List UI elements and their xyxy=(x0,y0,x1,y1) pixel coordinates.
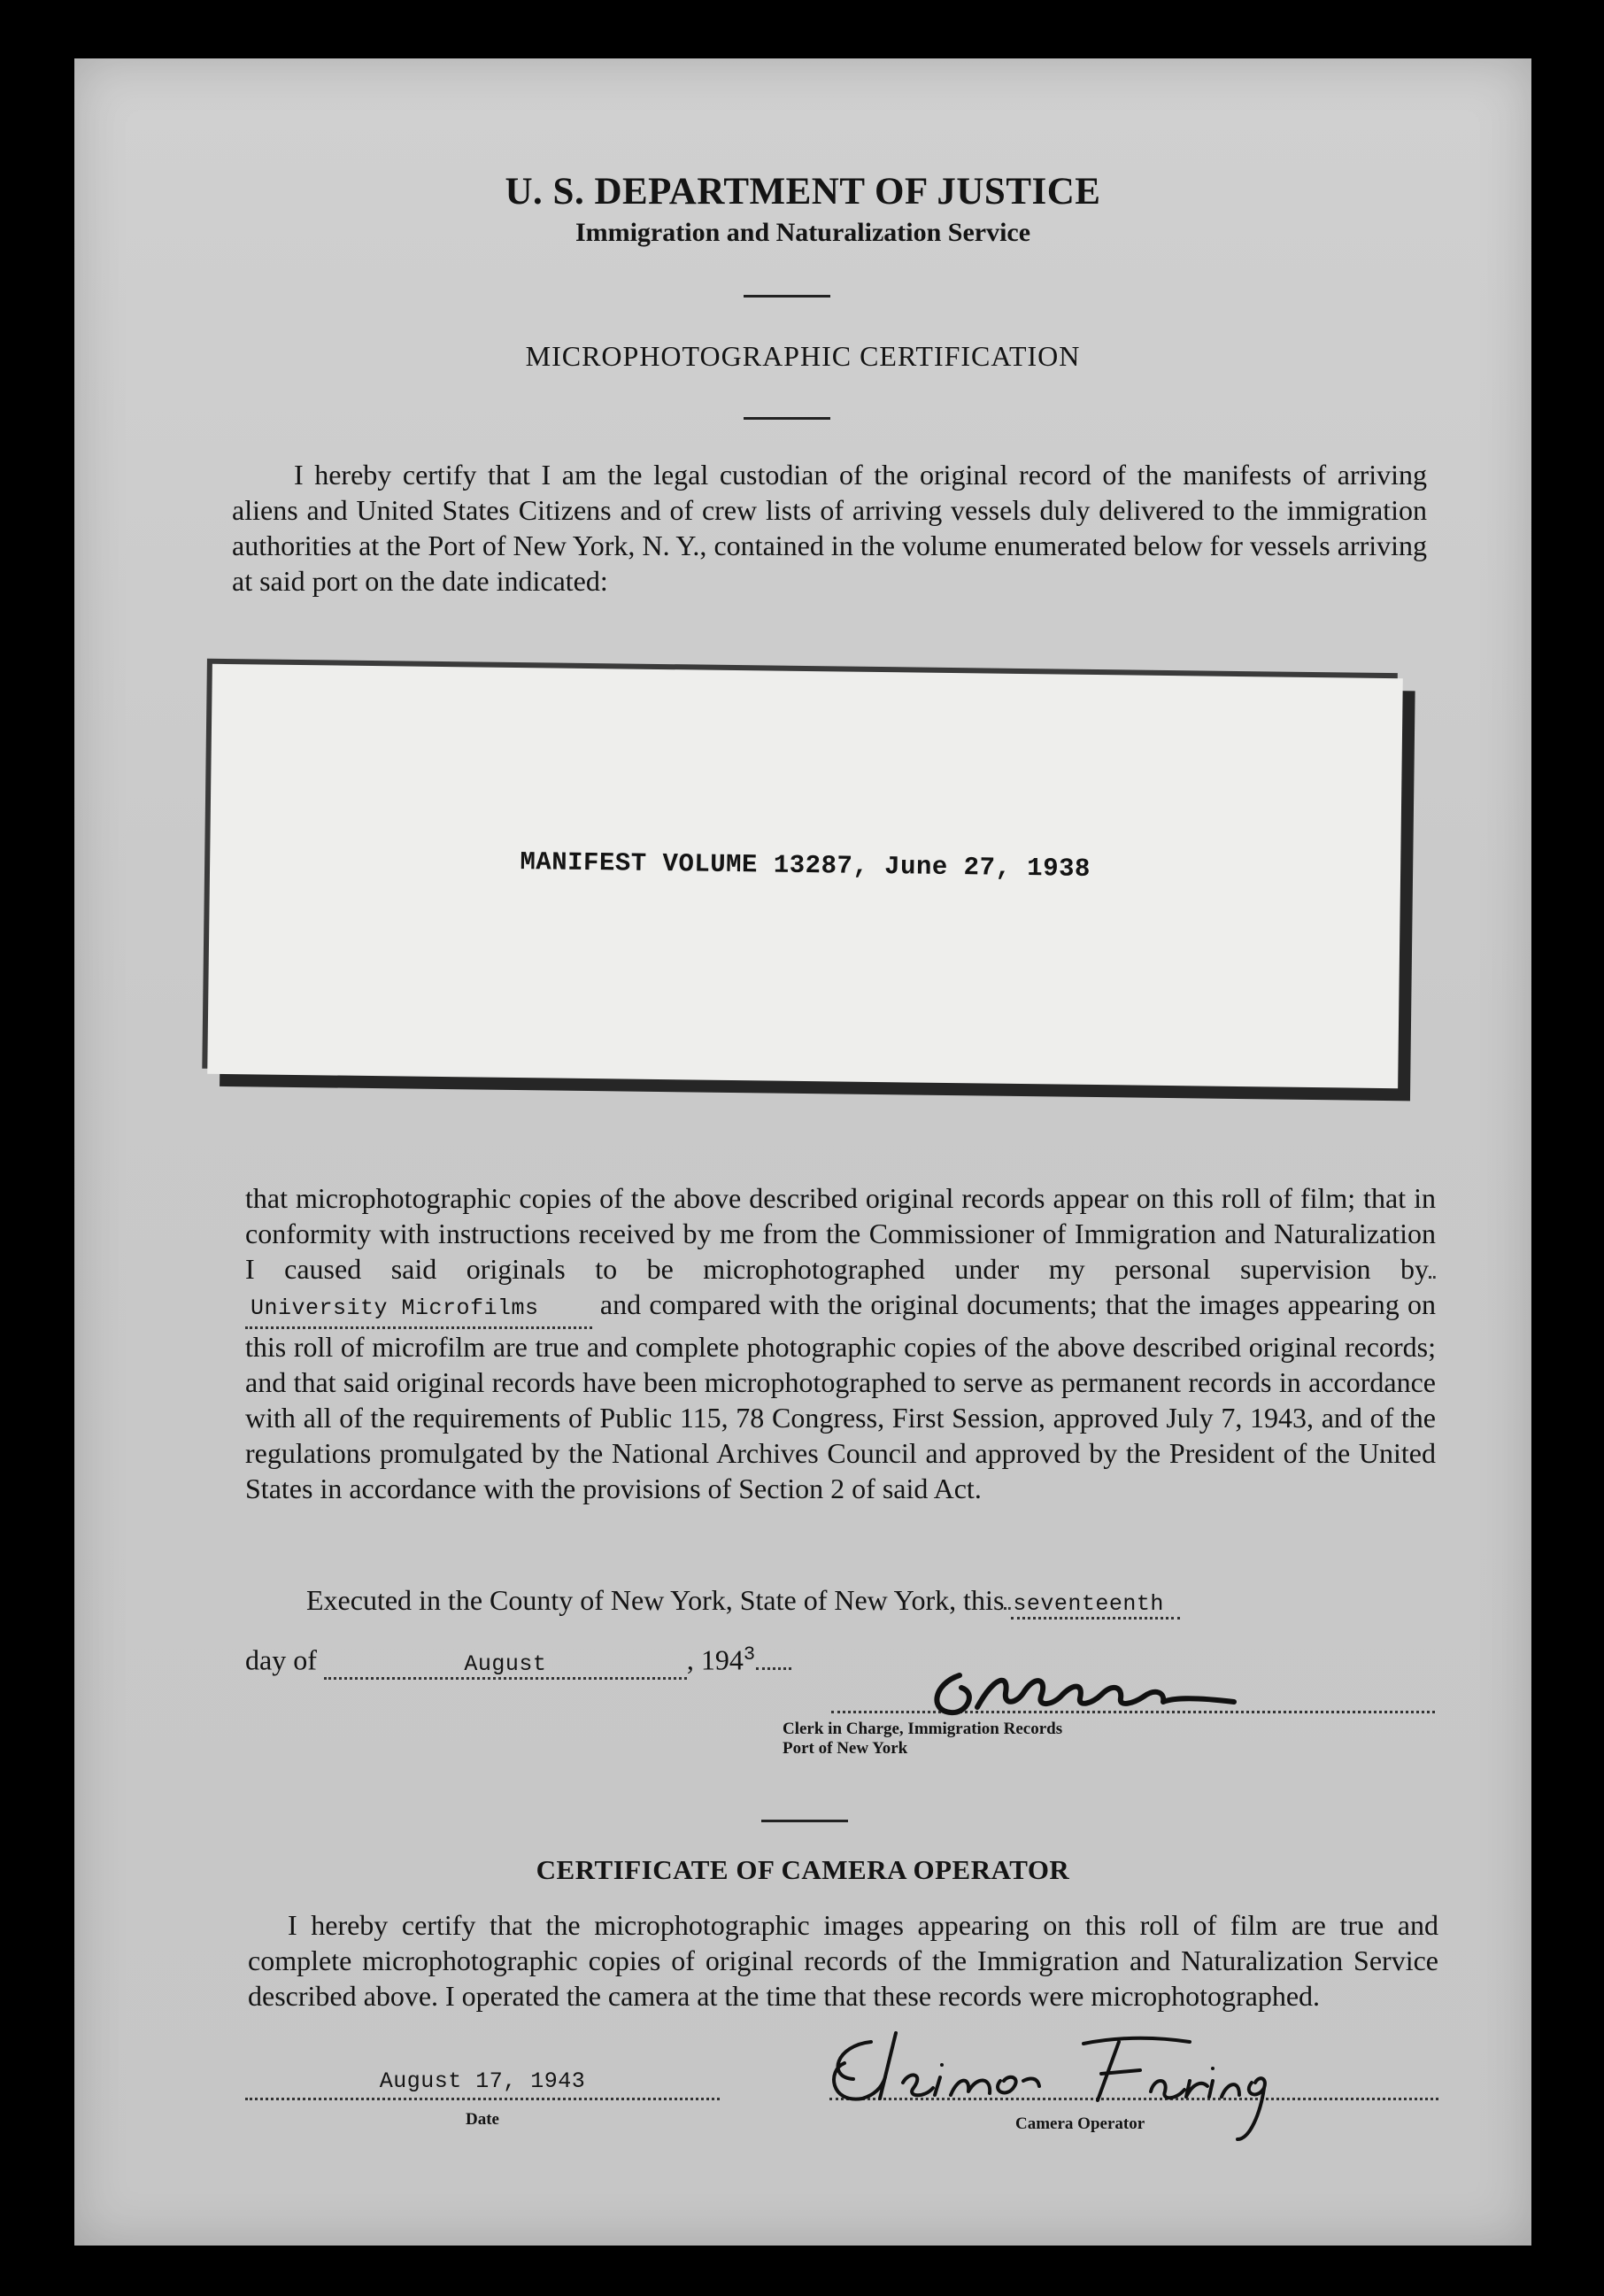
date-line xyxy=(245,1643,953,1680)
photographer-field: University Microfilms xyxy=(245,1291,592,1329)
certification-body xyxy=(245,1180,1436,1506)
camera-section-title: CERTIFICATE OF CAMERA OPERATOR xyxy=(536,1854,1070,1885)
clerk-title-line2: Port of New York xyxy=(783,1739,908,1758)
camera-text: I hereby certify that the microphotographic images appearing on this roll of film are true and complete microphotographic copies of original records of the Immigration and Naturalization Service described above. I operated the camera at the time that these records were microphotographed. xyxy=(248,1909,1438,2012)
certificate-sheet xyxy=(74,58,1531,2246)
execution-line xyxy=(306,1584,1439,1620)
execution-prefix: Executed in the County of New York, State of New York, this xyxy=(306,1584,1005,1616)
operator-label: Camera Operator xyxy=(1015,2114,1145,2133)
camera-paragraph xyxy=(248,1907,1438,2014)
clerk-title-line1: Clerk in Charge, Immigration Records xyxy=(783,1720,1063,1738)
camera-date-value: August 17, 1943 xyxy=(379,2068,586,2094)
body-part2: and compared with the original documents; that the images appearing on this roll of microfilm are true and complete photographic copies of the above described original records; and that said original records have been microphotographed to serve as permanent records in accordance with all of the requirements of Public 115, 78 Congress, First Session, approved July 7, 1943, and of the regulations promulgated by the National Archives Council and approved by the President of the United States in accordance with the provisions of Section 2 of said Act. xyxy=(245,1288,1437,1504)
intro-paragraph xyxy=(232,457,1427,599)
date-label: Date xyxy=(466,2110,499,2129)
execution-day-field: seventeenth xyxy=(1011,1591,1180,1620)
department-heading: U. S. DEPARTMENT OF JUSTICE xyxy=(505,171,1101,213)
divider-rule xyxy=(744,417,830,420)
year-digit: 3 xyxy=(743,1643,756,1666)
body-part1: that microphotographic copies of the above described original records appear on this roll of film; that in conformity with instructions received by me from the Commissioner of Immigration and Naturalization I caused said originals to be microphotographed under my personal supervision by xyxy=(245,1182,1436,1285)
execution-month-field: August xyxy=(324,1651,687,1680)
service-subheading: Immigration and Naturalization Service xyxy=(575,218,1031,247)
day-of-label: day of xyxy=(245,1643,317,1676)
divider-rule xyxy=(761,1820,848,1822)
clerk-signature xyxy=(924,1658,1261,1725)
operator-signature xyxy=(818,2006,1314,2157)
date-signature-line xyxy=(245,2098,720,2100)
manifest-volume-text: MANIFEST VOLUME 13287, June 27, 1938 xyxy=(520,847,1091,884)
record-card xyxy=(207,664,1403,1088)
clerk-title xyxy=(783,1720,1314,1759)
divider-rule xyxy=(744,295,830,298)
certification-text xyxy=(245,1180,1436,1506)
year-prefix: , 194 xyxy=(686,1643,744,1676)
form-title: MICROPHOTOGRAPHIC CERTIFICATION xyxy=(525,340,1081,372)
intro-text: I hereby certify that I am the legal custodian of the original record of the manifests of arriving aliens and United States Citizens and of crew lists of arriving vessels duly delivered to the immigration authorities at the Port of New York, N. Y., contained in the volume enumerated below for vessels arriving at said port on the date indicated: xyxy=(232,459,1427,597)
